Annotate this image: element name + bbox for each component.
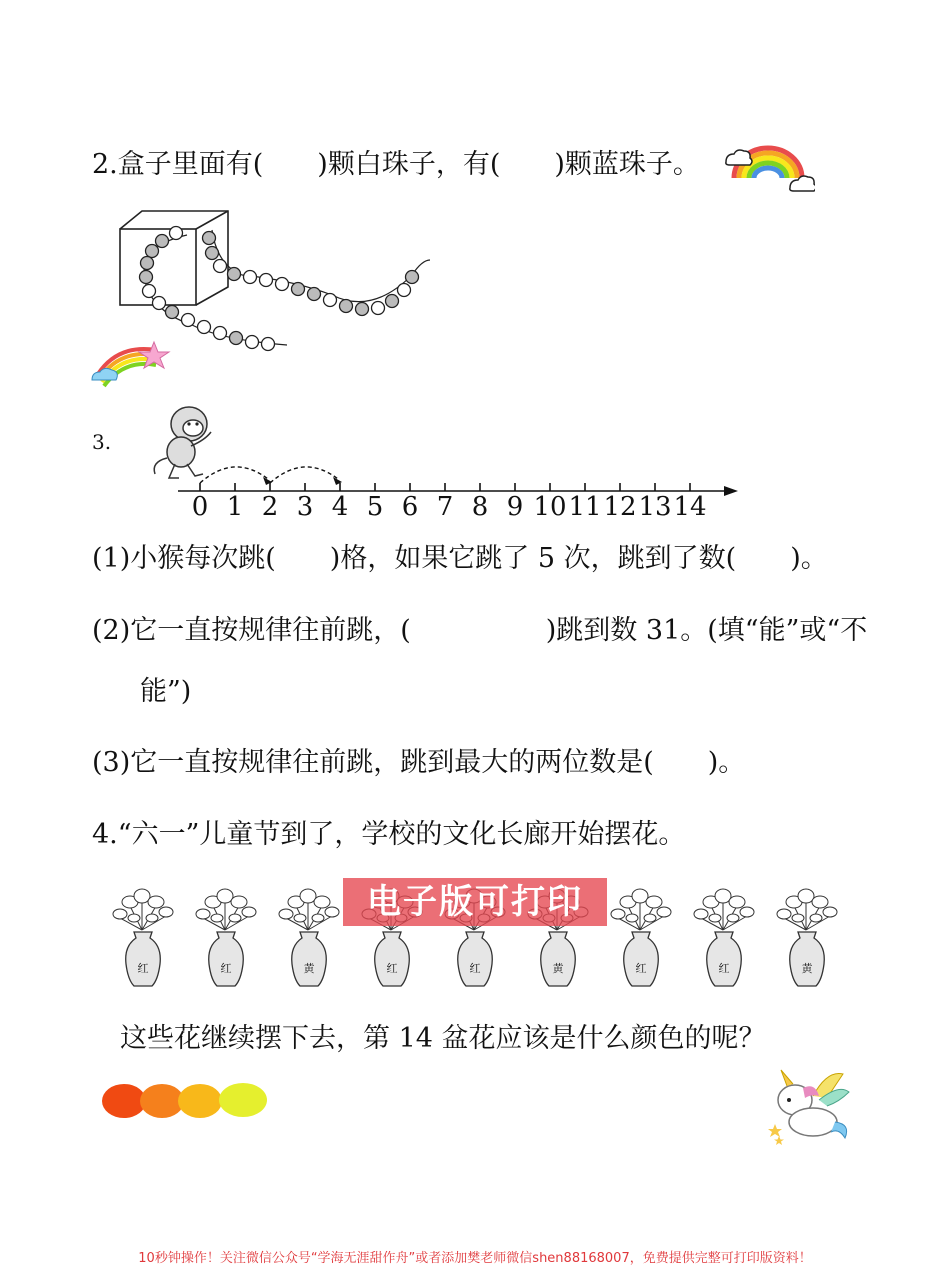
- bead-box-diagram: [112, 205, 437, 355]
- tick-label: 5: [366, 492, 384, 522]
- flower-vase: [112, 882, 174, 988]
- rainbow-star-icon: [88, 336, 176, 388]
- rainbow-cloud-icon: [720, 138, 815, 203]
- vase-color-label: 黄: [552, 962, 564, 975]
- tick-label: 7: [436, 492, 454, 522]
- jump-arc: [270, 467, 338, 483]
- tick-label: 9: [506, 492, 524, 522]
- flower-vase: [610, 882, 672, 988]
- tick-label: 6: [401, 492, 419, 522]
- tick-label: 0: [191, 492, 209, 522]
- question-3-part-3: (3)它一直按规律往前跳，跳到最大的两位数是( )。: [92, 747, 746, 778]
- tick-label: 11: [568, 492, 602, 522]
- footer-notice: 10秒钟操作！关注微信公众号“学海无涯甜作舟”或者添加樊老师微信shen88168007，免费提供完整可打印版资料！: [138, 1251, 812, 1266]
- tick-label: 2: [261, 492, 279, 522]
- question-4-text: 这些花继续摆下去，第 14 盆花应该是什么颜色的呢？: [120, 1023, 766, 1054]
- flower-vase: [278, 882, 340, 988]
- flower-vase: [195, 882, 257, 988]
- question-2-text: 2.盒子里面有( )颗白珠子，有( )颗蓝珠子。: [92, 149, 700, 180]
- tick-label: 14: [673, 492, 707, 522]
- tick-label: 10: [533, 492, 567, 522]
- tick-label: 1: [226, 492, 244, 522]
- question-3-part-2-line-1: (2)它一直按规律往前跳，( )跳到数 31。(填“能”或“不: [92, 615, 868, 646]
- vase-color-label: 红: [220, 962, 232, 975]
- question-3-part-1: (1)小猴每次跳( )格，如果它跳了 5 次，跳到了数( )。: [92, 543, 828, 574]
- vase-color-label: 红: [469, 962, 481, 975]
- tick-label: 4: [331, 492, 349, 522]
- vase-color-label: 红: [718, 962, 730, 975]
- tick-label: 3: [296, 492, 314, 522]
- question-4-intro: 4.“六一”儿童节到了，学校的文化长廊开始摆花。: [92, 819, 686, 850]
- vase-color-label: 红: [386, 962, 398, 975]
- flower-vase: [776, 882, 838, 988]
- flower-vase: [693, 882, 755, 988]
- vase-color-label: 黄: [801, 962, 813, 975]
- vase-color-label: 红: [137, 962, 149, 975]
- unicorn-icon: [765, 1066, 855, 1146]
- question-3-number: 3.: [92, 430, 112, 454]
- paint-splotch-icon: [100, 1080, 275, 1122]
- tick-label: 12: [603, 492, 637, 522]
- jump-arc: [200, 467, 268, 483]
- vase-color-label: 黄: [303, 962, 315, 975]
- watermark: 电子版可打印: [343, 878, 607, 926]
- tick-label: 8: [471, 492, 489, 522]
- vase-color-label: 红: [635, 962, 647, 975]
- tick-label: 13: [638, 492, 672, 522]
- question-3-part-2-line-2: 能”): [140, 676, 192, 707]
